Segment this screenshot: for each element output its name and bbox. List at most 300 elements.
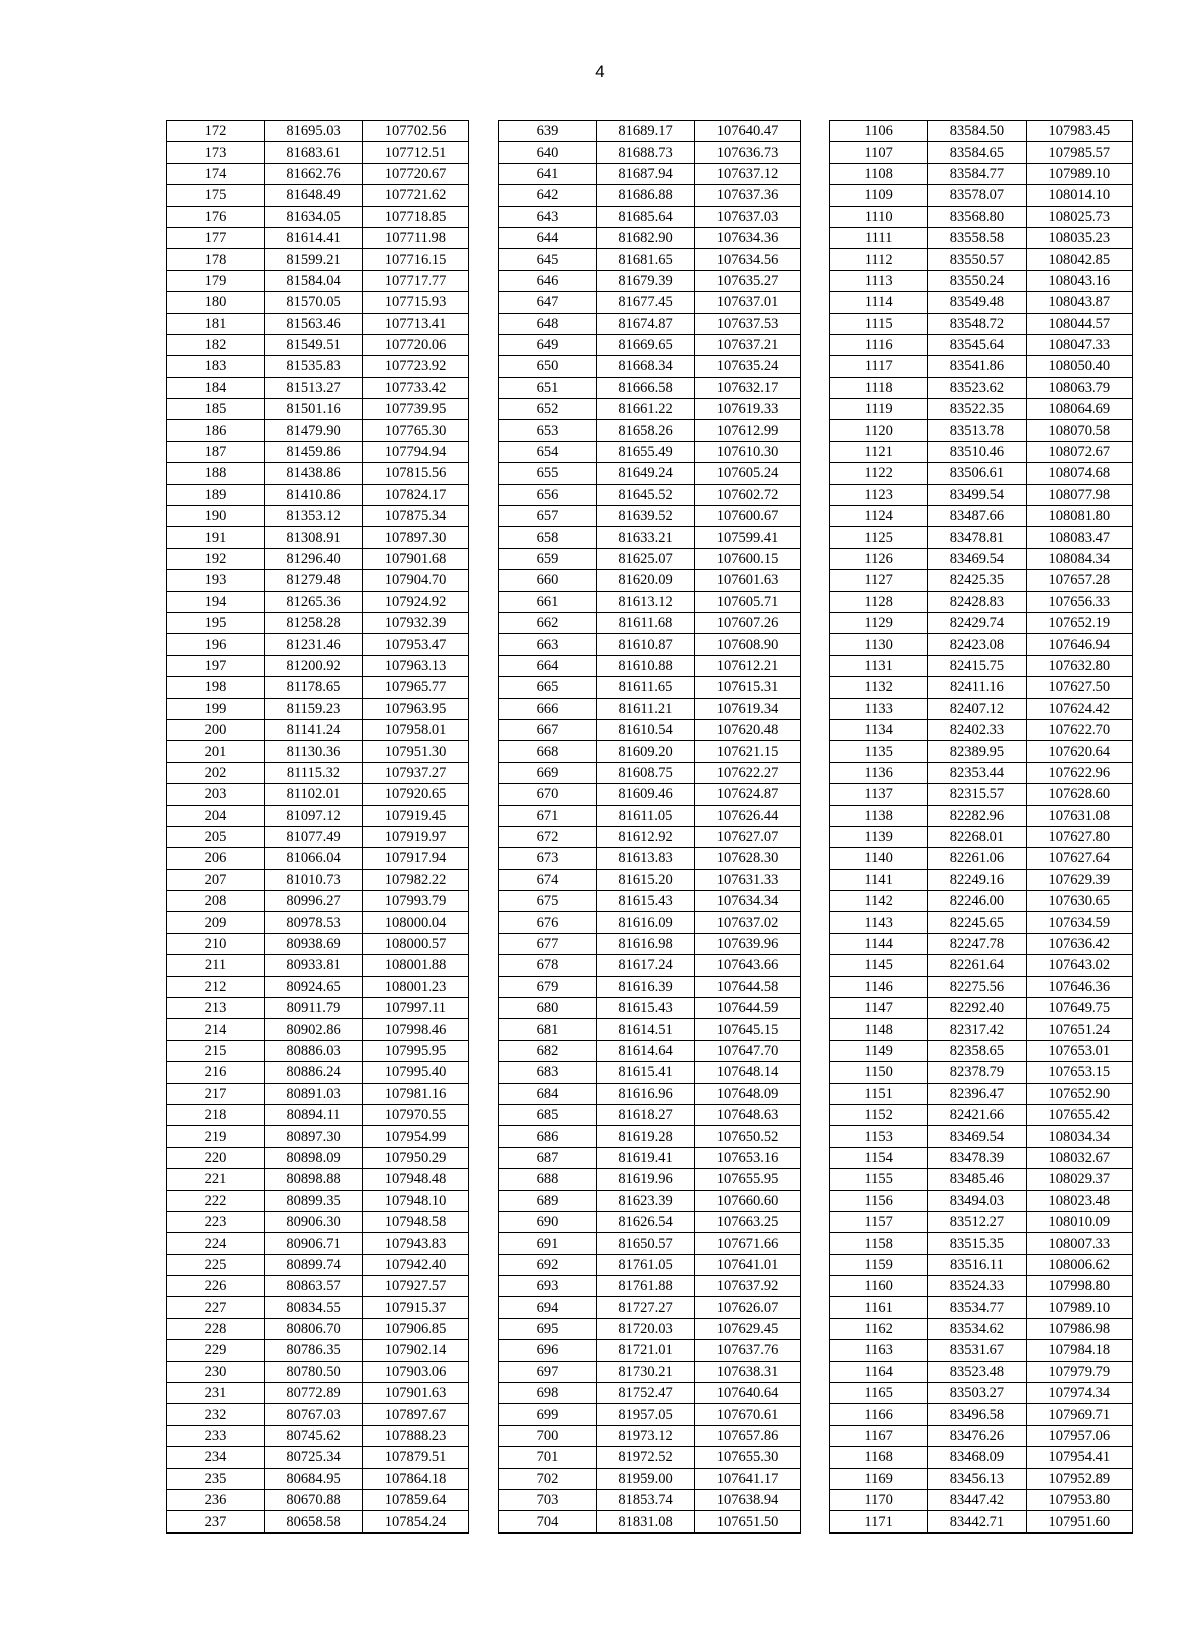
point-number-cell: 703	[499, 1490, 597, 1511]
point-number-cell: 1111	[830, 227, 928, 248]
y-coordinate-cell: 107628.30	[695, 848, 801, 869]
y-coordinate-cell: 107600.67	[695, 506, 801, 527]
y-coordinate-cell: 107612.21	[695, 655, 801, 676]
x-coordinate-cell: 80902.86	[265, 1019, 363, 1040]
point-number-cell: 1153	[830, 1126, 928, 1147]
y-coordinate-cell: 108000.04	[363, 912, 469, 933]
table-row	[499, 634, 801, 655]
table-row	[499, 227, 801, 248]
y-coordinate-cell: 107645.15	[695, 1019, 801, 1040]
table-row	[499, 292, 801, 313]
x-coordinate-cell: 81616.98	[597, 933, 695, 954]
point-number-cell: 1170	[830, 1490, 928, 1511]
table-row	[167, 527, 469, 548]
x-coordinate-cell: 81066.04	[265, 848, 363, 869]
table-row	[499, 891, 801, 912]
x-coordinate-cell: 82389.95	[928, 741, 1026, 762]
table-row	[830, 1361, 1133, 1382]
table-row	[830, 484, 1133, 505]
table-row	[830, 1169, 1133, 1190]
point-number-cell: 1142	[830, 891, 928, 912]
y-coordinate-cell: 107952.89	[1026, 1468, 1132, 1489]
y-coordinate-cell: 108025.73	[1026, 206, 1132, 227]
y-coordinate-cell: 108063.79	[1026, 377, 1132, 398]
point-number-cell: 183	[167, 356, 265, 377]
table-row	[167, 741, 469, 762]
table-row	[167, 227, 469, 248]
table-row	[499, 591, 801, 612]
table-row	[167, 484, 469, 505]
x-coordinate-cell: 81688.73	[597, 142, 695, 163]
table-row	[167, 1254, 469, 1275]
x-coordinate-cell: 81141.24	[265, 719, 363, 740]
point-number-cell: 1126	[830, 548, 928, 569]
table-row	[167, 1104, 469, 1125]
y-coordinate-cell: 107974.34	[1026, 1383, 1132, 1404]
x-coordinate-cell: 83503.27	[928, 1383, 1026, 1404]
y-coordinate-cell: 107638.31	[695, 1361, 801, 1382]
y-coordinate-cell: 108070.58	[1026, 420, 1132, 441]
y-coordinate-cell: 107733.42	[363, 377, 469, 398]
x-coordinate-cell: 83534.77	[928, 1297, 1026, 1318]
table-row	[830, 719, 1133, 740]
point-number-cell: 176	[167, 206, 265, 227]
point-number-cell: 1138	[830, 805, 928, 826]
table-row	[499, 826, 801, 847]
point-number-cell: 228	[167, 1318, 265, 1339]
point-number-cell: 1154	[830, 1147, 928, 1168]
y-coordinate-cell: 107998.80	[1026, 1276, 1132, 1297]
table-row	[167, 955, 469, 976]
table-row	[167, 933, 469, 954]
x-coordinate-cell: 83494.03	[928, 1190, 1026, 1211]
point-number-cell: 1133	[830, 698, 928, 719]
point-number-cell: 657	[499, 506, 597, 527]
y-coordinate-cell: 107632.17	[695, 377, 801, 398]
x-coordinate-cell: 82249.16	[928, 869, 1026, 890]
x-coordinate-cell: 81677.45	[597, 292, 695, 313]
table-row	[167, 612, 469, 633]
x-coordinate-cell: 81655.49	[597, 441, 695, 462]
y-coordinate-cell: 107958.01	[363, 719, 469, 740]
x-coordinate-cell: 81613.12	[597, 591, 695, 612]
point-number-cell: 189	[167, 484, 265, 505]
table-row	[499, 185, 801, 206]
x-coordinate-cell: 81130.36	[265, 741, 363, 762]
table-row	[499, 163, 801, 184]
x-coordinate-cell: 81614.64	[597, 1040, 695, 1061]
table-row	[499, 356, 801, 377]
point-number-cell: 230	[167, 1361, 265, 1382]
table-row	[830, 1147, 1133, 1168]
y-coordinate-cell: 107998.46	[363, 1019, 469, 1040]
y-coordinate-cell: 107629.45	[695, 1318, 801, 1339]
point-number-cell: 229	[167, 1340, 265, 1361]
table-row	[830, 912, 1133, 933]
table-row	[830, 163, 1133, 184]
point-number-cell: 667	[499, 719, 597, 740]
y-coordinate-cell: 107663.25	[695, 1211, 801, 1232]
coordinate-table-3	[829, 120, 1133, 1534]
table-row	[167, 313, 469, 334]
x-coordinate-cell: 80897.30	[265, 1126, 363, 1147]
y-coordinate-cell: 108072.67	[1026, 441, 1132, 462]
x-coordinate-cell: 82292.40	[928, 998, 1026, 1019]
x-coordinate-cell: 81681.65	[597, 249, 695, 270]
x-coordinate-cell: 80786.35	[265, 1340, 363, 1361]
y-coordinate-cell: 107927.57	[363, 1276, 469, 1297]
y-coordinate-cell: 107602.72	[695, 484, 801, 505]
x-coordinate-cell: 83524.33	[928, 1276, 1026, 1297]
table-row	[167, 121, 469, 142]
x-coordinate-cell: 81611.68	[597, 612, 695, 633]
x-coordinate-cell: 81623.39	[597, 1190, 695, 1211]
point-number-cell: 689	[499, 1190, 597, 1211]
table-row	[167, 848, 469, 869]
point-number-cell: 234	[167, 1447, 265, 1468]
table-row	[830, 356, 1133, 377]
point-number-cell: 1123	[830, 484, 928, 505]
x-coordinate-cell: 81687.94	[597, 163, 695, 184]
point-number-cell: 1118	[830, 377, 928, 398]
x-coordinate-cell: 82353.44	[928, 762, 1026, 783]
x-coordinate-cell: 83496.58	[928, 1404, 1026, 1425]
point-number-cell: 639	[499, 121, 597, 142]
table-row	[830, 1404, 1133, 1425]
table-row	[830, 1297, 1133, 1318]
point-number-cell: 702	[499, 1468, 597, 1489]
table-row	[499, 719, 801, 740]
table-row	[830, 869, 1133, 890]
y-coordinate-cell: 107651.24	[1026, 1019, 1132, 1040]
table-row	[830, 185, 1133, 206]
x-coordinate-cell: 81662.76	[265, 163, 363, 184]
x-coordinate-cell: 81625.07	[597, 548, 695, 569]
y-coordinate-cell: 107638.94	[695, 1490, 801, 1511]
x-coordinate-cell: 80772.89	[265, 1383, 363, 1404]
point-number-cell: 214	[167, 1019, 265, 1040]
y-coordinate-cell: 107979.79	[1026, 1361, 1132, 1382]
y-coordinate-cell: 107634.56	[695, 249, 801, 270]
point-number-cell: 1106	[830, 121, 928, 142]
x-coordinate-cell: 83568.80	[928, 206, 1026, 227]
x-coordinate-cell: 81853.74	[597, 1490, 695, 1511]
point-number-cell: 208	[167, 891, 265, 912]
table-row	[499, 377, 801, 398]
y-coordinate-cell: 107712.51	[363, 142, 469, 163]
table-row	[167, 1361, 469, 1382]
y-coordinate-cell: 107631.08	[1026, 805, 1132, 826]
point-number-cell: 1125	[830, 527, 928, 548]
point-number-cell: 675	[499, 891, 597, 912]
y-coordinate-cell: 107632.80	[1026, 655, 1132, 676]
x-coordinate-cell: 81615.20	[597, 869, 695, 890]
table-row	[499, 955, 801, 976]
point-number-cell: 1155	[830, 1169, 928, 1190]
table-row	[167, 805, 469, 826]
y-coordinate-cell: 107963.13	[363, 655, 469, 676]
point-number-cell: 224	[167, 1233, 265, 1254]
y-coordinate-cell: 107639.96	[695, 933, 801, 954]
y-coordinate-cell: 107948.10	[363, 1190, 469, 1211]
y-coordinate-cell: 107989.10	[1026, 163, 1132, 184]
y-coordinate-cell: 107713.41	[363, 313, 469, 334]
x-coordinate-cell: 81535.83	[265, 356, 363, 377]
table-row	[830, 677, 1133, 698]
point-number-cell: 1151	[830, 1083, 928, 1104]
y-coordinate-cell: 107600.15	[695, 548, 801, 569]
x-coordinate-cell: 81610.88	[597, 655, 695, 676]
point-number-cell: 658	[499, 527, 597, 548]
y-coordinate-cell: 107655.42	[1026, 1104, 1132, 1125]
y-coordinate-cell: 107815.56	[363, 463, 469, 484]
table-row	[167, 1147, 469, 1168]
y-coordinate-cell: 107717.77	[363, 270, 469, 291]
table-row	[499, 805, 801, 826]
x-coordinate-cell: 81695.03	[265, 121, 363, 142]
x-coordinate-cell: 81438.86	[265, 463, 363, 484]
y-coordinate-cell: 107621.15	[695, 741, 801, 762]
point-number-cell: 207	[167, 869, 265, 890]
x-coordinate-cell: 81599.21	[265, 249, 363, 270]
x-coordinate-cell: 81610.87	[597, 634, 695, 655]
point-number-cell: 1150	[830, 1062, 928, 1083]
point-number-cell: 1152	[830, 1104, 928, 1125]
x-coordinate-cell: 82317.42	[928, 1019, 1026, 1040]
x-coordinate-cell: 83469.54	[928, 1126, 1026, 1147]
point-number-cell: 172	[167, 121, 265, 142]
x-coordinate-cell: 80924.65	[265, 976, 363, 997]
table-row	[830, 591, 1133, 612]
table-row	[167, 292, 469, 313]
x-coordinate-cell: 81077.49	[265, 826, 363, 847]
y-coordinate-cell: 107957.06	[1026, 1425, 1132, 1446]
point-number-cell: 233	[167, 1425, 265, 1446]
table-row	[830, 933, 1133, 954]
table-row	[830, 399, 1133, 420]
y-coordinate-cell: 107647.70	[695, 1040, 801, 1061]
table-row	[499, 677, 801, 698]
y-coordinate-cell: 107619.33	[695, 399, 801, 420]
point-number-cell: 646	[499, 270, 597, 291]
table-row	[167, 356, 469, 377]
y-coordinate-cell: 107653.16	[695, 1147, 801, 1168]
table-row	[499, 1361, 801, 1382]
x-coordinate-cell: 80834.55	[265, 1297, 363, 1318]
table-row	[167, 698, 469, 719]
x-coordinate-cell: 81658.26	[597, 420, 695, 441]
point-number-cell: 645	[499, 249, 597, 270]
table-row	[830, 292, 1133, 313]
y-coordinate-cell: 107651.50	[695, 1511, 801, 1533]
y-coordinate-cell: 107656.33	[1026, 591, 1132, 612]
point-number-cell: 1110	[830, 206, 928, 227]
point-number-cell: 193	[167, 570, 265, 591]
table-row	[167, 1233, 469, 1254]
point-number-cell: 179	[167, 270, 265, 291]
point-number-cell: 1108	[830, 163, 928, 184]
table-row	[167, 1404, 469, 1425]
table-row	[830, 805, 1133, 826]
table-row	[830, 377, 1133, 398]
x-coordinate-cell: 81296.40	[265, 548, 363, 569]
table-row	[167, 1211, 469, 1232]
table-row	[499, 612, 801, 633]
x-coordinate-cell: 81608.75	[597, 762, 695, 783]
y-coordinate-cell: 107915.37	[363, 1297, 469, 1318]
x-coordinate-cell: 81668.34	[597, 356, 695, 377]
y-coordinate-cell: 107723.92	[363, 356, 469, 377]
y-coordinate-cell: 108081.80	[1026, 506, 1132, 527]
x-coordinate-cell: 82423.08	[928, 634, 1026, 655]
point-number-cell: 237	[167, 1511, 265, 1533]
point-number-cell: 1134	[830, 719, 928, 740]
y-coordinate-cell: 107620.64	[1026, 741, 1132, 762]
y-coordinate-cell: 107904.70	[363, 570, 469, 591]
point-number-cell: 676	[499, 912, 597, 933]
y-coordinate-cell: 107824.17	[363, 484, 469, 505]
x-coordinate-cell: 80978.53	[265, 912, 363, 933]
table-row	[499, 1211, 801, 1232]
x-coordinate-cell: 81626.54	[597, 1211, 695, 1232]
table-row	[499, 420, 801, 441]
y-coordinate-cell: 107716.15	[363, 249, 469, 270]
x-coordinate-cell: 81618.27	[597, 1104, 695, 1125]
point-number-cell: 688	[499, 1169, 597, 1190]
table-row	[167, 1019, 469, 1040]
table-row	[167, 826, 469, 847]
x-coordinate-cell: 80898.88	[265, 1169, 363, 1190]
table-row	[499, 848, 801, 869]
y-coordinate-cell: 107634.34	[695, 891, 801, 912]
point-number-cell: 681	[499, 1019, 597, 1040]
table-row	[167, 869, 469, 890]
y-coordinate-cell: 107739.95	[363, 399, 469, 420]
x-coordinate-cell: 81617.24	[597, 955, 695, 976]
y-coordinate-cell: 107650.52	[695, 1126, 801, 1147]
table-row	[499, 933, 801, 954]
y-coordinate-cell: 108047.33	[1026, 334, 1132, 355]
table-row	[830, 206, 1133, 227]
x-coordinate-cell: 80898.09	[265, 1147, 363, 1168]
y-coordinate-cell: 107653.15	[1026, 1062, 1132, 1083]
table-row	[830, 121, 1133, 142]
table-row	[499, 548, 801, 569]
table-row	[499, 1254, 801, 1275]
x-coordinate-cell: 83523.48	[928, 1361, 1026, 1382]
x-coordinate-cell: 82261.64	[928, 955, 1026, 976]
table-row	[499, 1147, 801, 1168]
y-coordinate-cell: 107718.85	[363, 206, 469, 227]
y-coordinate-cell: 107954.41	[1026, 1447, 1132, 1468]
point-number-cell: 1107	[830, 142, 928, 163]
x-coordinate-cell: 82415.75	[928, 655, 1026, 676]
table-row	[499, 270, 801, 291]
y-coordinate-cell: 107637.36	[695, 185, 801, 206]
table-row	[167, 185, 469, 206]
point-number-cell: 1115	[830, 313, 928, 334]
table-row	[167, 1340, 469, 1361]
table-row	[167, 1126, 469, 1147]
x-coordinate-cell: 80906.71	[265, 1233, 363, 1254]
x-coordinate-cell: 83548.72	[928, 313, 1026, 334]
point-number-cell: 653	[499, 420, 597, 441]
table-row	[499, 1040, 801, 1061]
y-coordinate-cell: 107636.42	[1026, 933, 1132, 954]
table-row	[167, 1083, 469, 1104]
table-row	[830, 463, 1133, 484]
x-coordinate-cell: 83516.11	[928, 1254, 1026, 1275]
point-number-cell: 174	[167, 163, 265, 184]
table-row	[167, 1511, 469, 1533]
y-coordinate-cell: 107995.40	[363, 1062, 469, 1083]
table-row	[499, 698, 801, 719]
y-coordinate-cell: 107943.83	[363, 1233, 469, 1254]
point-number-cell: 679	[499, 976, 597, 997]
x-coordinate-cell: 82407.12	[928, 698, 1026, 719]
x-coordinate-cell: 80911.79	[265, 998, 363, 1019]
point-number-cell: 227	[167, 1297, 265, 1318]
table-row	[167, 891, 469, 912]
y-coordinate-cell: 107901.63	[363, 1383, 469, 1404]
table-row	[499, 399, 801, 420]
table-row	[167, 463, 469, 484]
x-coordinate-cell: 80745.62	[265, 1425, 363, 1446]
x-coordinate-cell: 81674.87	[597, 313, 695, 334]
point-number-cell: 649	[499, 334, 597, 355]
x-coordinate-cell: 80996.27	[265, 891, 363, 912]
point-number-cell: 184	[167, 377, 265, 398]
x-coordinate-cell: 80933.81	[265, 955, 363, 976]
table-row	[167, 399, 469, 420]
y-coordinate-cell: 107637.21	[695, 334, 801, 355]
table-row	[167, 1040, 469, 1061]
y-coordinate-cell: 107648.14	[695, 1062, 801, 1083]
point-number-cell: 197	[167, 655, 265, 676]
x-coordinate-cell: 80670.88	[265, 1490, 363, 1511]
y-coordinate-cell: 107951.30	[363, 741, 469, 762]
y-coordinate-cell: 107627.50	[1026, 677, 1132, 698]
x-coordinate-cell: 83523.62	[928, 377, 1026, 398]
table-row	[167, 1468, 469, 1489]
table-row	[167, 1190, 469, 1211]
table-row	[499, 1318, 801, 1339]
table-row	[167, 655, 469, 676]
y-coordinate-cell: 107640.64	[695, 1383, 801, 1404]
y-coordinate-cell: 108084.34	[1026, 548, 1132, 569]
x-coordinate-cell: 80780.50	[265, 1361, 363, 1382]
y-coordinate-cell: 107986.98	[1026, 1318, 1132, 1339]
y-coordinate-cell: 107624.42	[1026, 698, 1132, 719]
point-number-cell: 188	[167, 463, 265, 484]
y-coordinate-cell: 107981.16	[363, 1083, 469, 1104]
table-row	[499, 1404, 801, 1425]
point-number-cell: 642	[499, 185, 597, 206]
x-coordinate-cell: 83549.48	[928, 292, 1026, 313]
table-row	[167, 1276, 469, 1297]
point-number-cell: 201	[167, 741, 265, 762]
x-coordinate-cell: 83522.35	[928, 399, 1026, 420]
point-number-cell: 206	[167, 848, 265, 869]
x-coordinate-cell: 81957.05	[597, 1404, 695, 1425]
x-coordinate-cell: 83541.86	[928, 356, 1026, 377]
point-number-cell: 696	[499, 1340, 597, 1361]
x-coordinate-cell: 81619.41	[597, 1147, 695, 1168]
table-row	[167, 142, 469, 163]
point-number-cell: 674	[499, 869, 597, 890]
y-coordinate-cell: 107794.94	[363, 441, 469, 462]
x-coordinate-cell: 81258.28	[265, 612, 363, 633]
